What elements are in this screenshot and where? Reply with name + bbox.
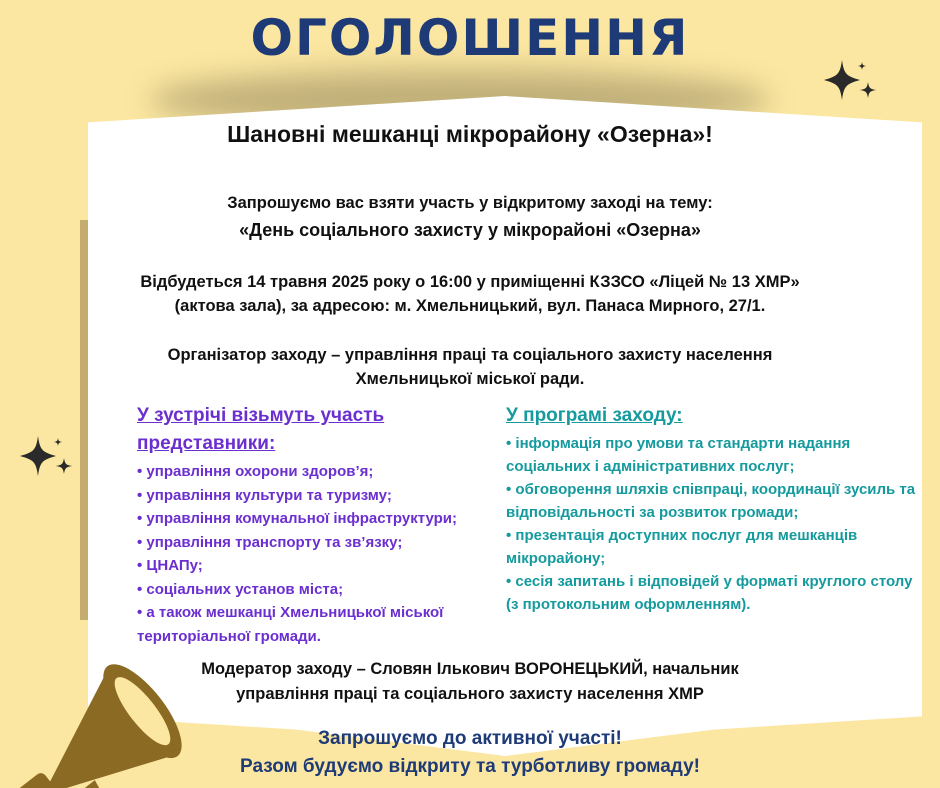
sparkle-icon xyxy=(818,56,884,106)
closing-line-1: Запрошуємо до активної участі! xyxy=(318,728,622,749)
list-item: • інформація про умови та стандарти надання соціальних і адміністративних послуг; xyxy=(506,435,851,475)
list-item: • а також мешканці Хмельницької міської територіальної громади. xyxy=(137,604,444,645)
participants-heading-line-1: У зустрічі візьмуть участь xyxy=(137,405,385,426)
organizer-line-2: Хмельницької міської ради. xyxy=(355,370,585,388)
participants-heading-colon: : xyxy=(268,433,276,454)
sparkle-icon xyxy=(14,432,80,484)
program-section xyxy=(506,402,921,616)
moderator-line-2: управління праці та соціального захисту населення ХМР xyxy=(236,685,704,703)
program-heading: У програмі заходу: xyxy=(506,405,683,426)
participants-heading-line-2: представники xyxy=(137,433,269,454)
participants-section xyxy=(137,402,507,648)
list-item: • сесія запитань і відповідей у форматі круглого столу (з протокольним оформленням). xyxy=(506,573,913,613)
list-item: • обговорення шляхів співпраці, координації зусиль та відповідальності за розвиток громади; xyxy=(506,481,916,521)
list-item: • презентація доступних послуг для мешканців мікрорайону; xyxy=(506,527,858,567)
list-item: • управління транспорту та зв’язку; xyxy=(137,533,403,551)
megaphone-icon xyxy=(0,628,200,788)
program-list xyxy=(506,432,921,616)
greeting: Шановні мешканці мікрорайону «Озерна»! xyxy=(227,121,713,147)
event-line-2: (актова зала), за адресою: м. Хмельницький, вул. Панаса Мирного, 27/1. xyxy=(174,297,766,315)
list-item: • управління культури та туризму; xyxy=(137,486,392,504)
list-item: • соціальних установ міста; xyxy=(137,580,344,598)
closing-line-2: Разом будуємо відкриту та турботливу громаду! xyxy=(240,756,700,777)
participants-heading xyxy=(137,402,507,458)
page-title: ОГОЛОШЕННЯ xyxy=(250,9,690,67)
moderator-line-1: Модератор заходу – Словян Ількович ВОРОНЕЦЬКИЙ, начальник xyxy=(201,660,739,678)
organizer-line-1: Організатор заходу – управління праці та соціального захисту населення xyxy=(167,346,773,364)
list-item: • управління охорони здоров’я; xyxy=(137,463,374,480)
list-item: • управління комунальної інфраструктури; xyxy=(137,510,457,527)
list-item: • ЦНАПу; xyxy=(137,557,203,574)
participants-list xyxy=(137,460,507,648)
invite-topic: «День соціального захисту у мікрорайоні «Озерна» xyxy=(239,220,701,240)
event-line-1: Відбудеться 14 травня 2025 року о 16:00 у приміщенні КЗЗСО «Ліцей № 13 ХМР» xyxy=(140,273,800,291)
invite-line-1: Запрошуємо вас взяти участь у відкритому заході на тему: xyxy=(227,194,713,212)
